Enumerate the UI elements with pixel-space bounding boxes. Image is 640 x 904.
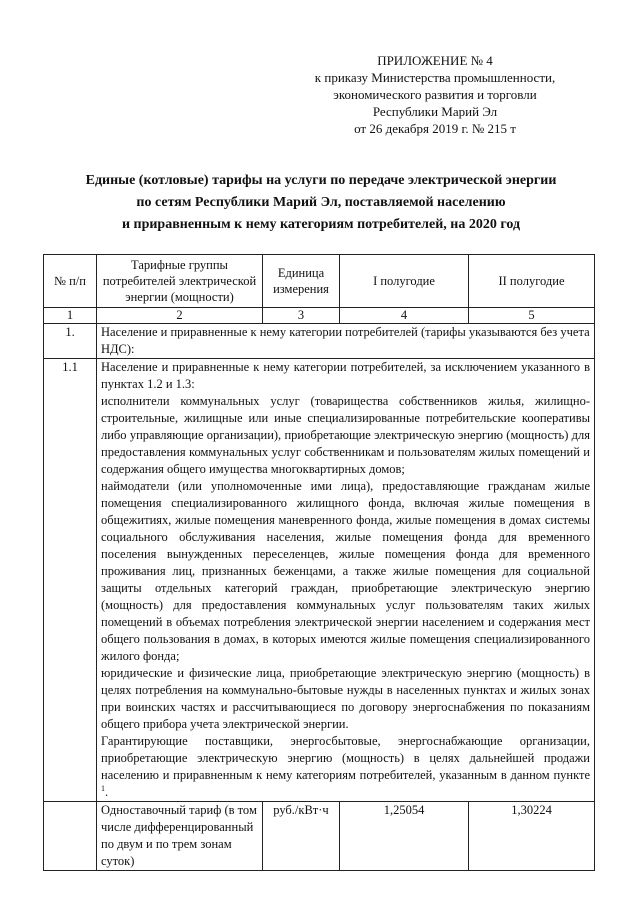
table-header-row (44, 255, 595, 308)
header-first-half: I полугодие (340, 255, 469, 308)
paragraph: юридические и физические лица, приобретающие электрическую энергию (мощность) в целях потребления на коммунально-бытовые нужды в населенных пунктах и жилых зонах при воинских частях и рассчитывающиеся по договору энергоснабжения по показаниям общего прибора учета электрической энергии. (101, 666, 590, 731)
document-title (48, 170, 594, 236)
tariff-second-half: 1,30224 (469, 802, 595, 871)
tariff-unit: руб./кВт·ч (263, 802, 340, 871)
row-text (97, 359, 595, 802)
row-number: 1.1 (44, 359, 97, 802)
appendix-date: от 26 декабря 2019 г. № 215 т (354, 121, 516, 136)
paragraph (101, 733, 590, 801)
appendix-ref-line: к приказу Министерства промышленности, (314, 70, 556, 85)
row-number-empty (44, 802, 97, 871)
tariffs-table (43, 254, 595, 871)
column-number: 1 (44, 308, 97, 324)
appendix-number: ПРИЛОЖЕНИЕ № 4 (377, 53, 493, 68)
column-number: 3 (263, 308, 340, 324)
column-number: 5 (469, 308, 595, 324)
header-num: № п/п (44, 255, 97, 308)
appendix-header (290, 52, 580, 137)
paragraph: Население и приравненные к нему категории потребителей, за исключением указанного в пунктах 1.2 и 1.3: (101, 360, 590, 391)
column-number: 4 (340, 308, 469, 324)
paragraph-text: Гарантирующие поставщики, энергосбытовые, энергоснабжающие организации, приобретающие электрическую энергию (мощность) в целях дальнейшей продажи населению и приравненным к нему категориям потребителей, указанным в данном пункте (101, 734, 590, 782)
table-row (44, 802, 595, 871)
header-second-half: II полугодие (469, 255, 595, 308)
column-number: 2 (97, 308, 263, 324)
appendix-ref-line: Республики Марий Эл (372, 104, 498, 119)
tariff-group: Одноставочный тариф (в том числе дифференцированный по двум и по трем зонам суток) (97, 802, 263, 871)
row-text: Население и приравненные к нему категории потребителей (тарифы указываются без учета НДС): (97, 324, 595, 359)
appendix-ref-line: экономического развития и торговли (333, 87, 537, 102)
footnote-marker: 1 (101, 783, 105, 793)
header-unit: Единица измерения (263, 255, 340, 308)
title-line: Единые (котловые) тарифы на услуги по передаче электрической энергии (85, 173, 557, 188)
tariff-first-half: 1,25054 (340, 802, 469, 871)
column-numbers-row (44, 308, 595, 324)
title-line: по сетям Республики Марий Эл, поставляемой населению (136, 195, 506, 210)
paragraph-end: . (105, 785, 109, 799)
table-row (44, 359, 595, 802)
table-row (44, 324, 595, 359)
header-tariff-group: Тарифные группы потребителей электрической энергии (мощности) (97, 255, 263, 308)
paragraph: наймодатели (или уполномоченные ими лица), предоставляющие гражданам жилые помещения специализированного жилищного фонда, включая жилые помещения в общежитиях, жилые помещения маневренного фонда, жилые помещения в домах системы социального обслуживания населения, жилые помещения фонда для временного поселения вынужденных переселенцев, жилые помещения фонда для временного проживания лиц, признанных беженцами, а также жилые помещения для социальной защиты отдельных категорий граждан, приобретающие электрическую энергию (мощность) для предоставления коммунальных услуг пользователям таких жилых помещений в объемах потребления электрической энергии населением и содержания мест общего пользования в домах, в которых имеются жилые помещения специализированного жилого фонда; (101, 479, 590, 663)
row-number: 1. (44, 324, 97, 359)
paragraph: исполнители коммунальных услуг (товарищества собственников жилья, жилищно-строительные, жилищные или иные специализированные потребительские кооперативы либо управляющие организации), приобретающие электрическую энергию (мощность) для предоставления коммунальных услуг собственникам и пользователям жилых помещений и содержания общего имущества многоквартирных домов; (101, 394, 590, 476)
title-line: и приравненным к нему категориям потребителей, на 2020 год (121, 217, 521, 232)
